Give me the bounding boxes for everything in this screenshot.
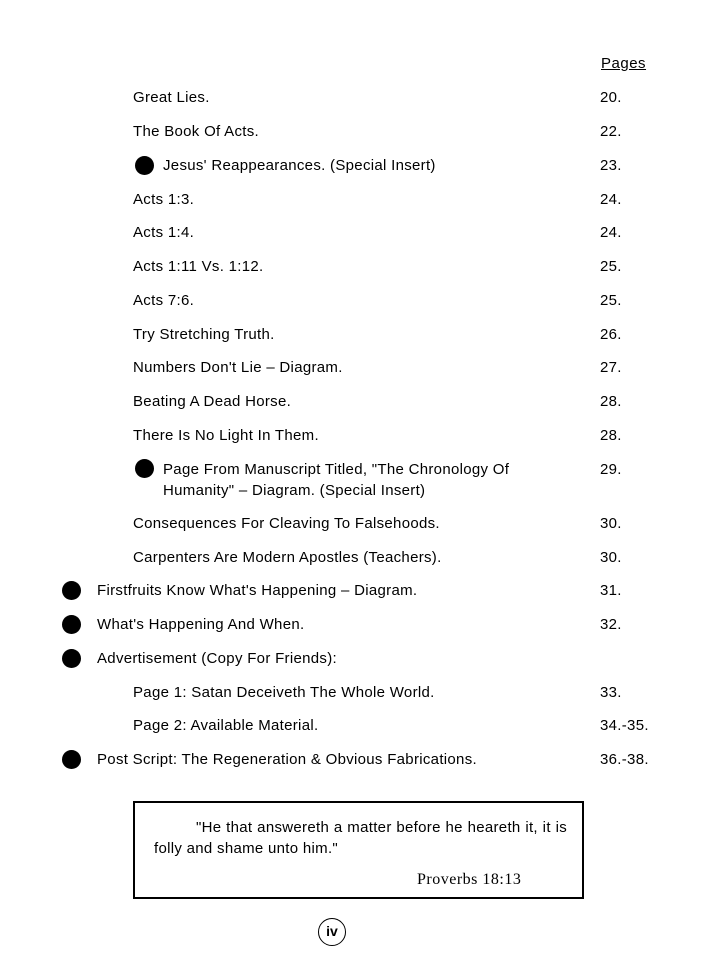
special-insert-bullet-icon [135,156,154,175]
toc-entry-title: The Book Of Acts. [133,123,259,140]
pages-column-header: Pages [601,55,647,72]
toc-entry-title: Firstfruits Know What's Happening – Diagram. [97,582,418,599]
quote-box [133,801,584,899]
toc-entry-page: 28. [600,393,622,410]
toc-entry-title: Page 2: Available Material. [133,717,319,734]
toc-entry-page: 20. [600,89,622,106]
toc-entry-page: 32. [600,616,622,633]
bullet-icon [62,750,81,769]
toc-entry-title: Carpenters Are Modern Apostles (Teachers). [133,549,442,566]
toc-entry-title: Numbers Don't Lie – Diagram. [133,359,343,376]
toc-entry-title: Try Stretching Truth. [133,326,275,343]
toc-entry-page: 34.-35. [600,717,649,734]
toc-entry-page: 25. [600,292,622,309]
toc-entry-page: 23. [600,157,622,174]
toc-entry-title: Consequences For Cleaving To Falsehoods. [133,515,440,532]
toc-entry-page: 22. [600,123,622,140]
toc-entry [0,87,719,108]
toc-entry-title: There Is No Light In Them. [133,427,319,444]
quote-text-content: "He that answereth a matter before he heareth it, it is folly and shame unto him." [154,819,567,857]
quote-source: Proverbs 18:13 [417,871,522,888]
toc-entry-page: 25. [600,258,622,275]
toc-entry-title: Beating A Dead Horse. [133,393,292,410]
toc-entry [0,648,719,669]
page-number: iv [318,918,346,946]
toc-entry [0,614,719,635]
toc-entry-page: 26. [600,326,622,343]
quote-text [154,817,567,859]
toc-entry [0,357,719,378]
toc-entry [0,682,719,703]
toc-entry [0,324,719,345]
toc-entry-page: 30. [600,549,622,566]
toc-entry-page: 30. [600,515,622,532]
toc-entry [0,580,719,601]
toc-entry-page: 24. [600,191,622,208]
toc-entry [0,391,719,412]
toc-entry [0,513,719,534]
toc-entry [0,749,719,770]
toc-entry [0,256,719,277]
toc-entry-title-line-1: Page From Manuscript Titled, "The Chronology Of [163,461,510,478]
toc-entry-title: Acts 1:4. [133,224,195,241]
bullet-icon [62,649,81,668]
toc-entry-title: What's Happening And When. [97,616,305,633]
toc-entry [0,290,719,311]
toc-entry [0,459,719,501]
toc-entry [0,121,719,142]
toc-entry-title: Advertisement (Copy For Friends): [97,650,337,667]
toc-entry-title: Acts 1:3. [133,191,195,208]
toc-entry-page: 31. [600,582,622,599]
toc-entry [0,425,719,446]
toc-entry [0,222,719,243]
toc-entry-title: Page 1: Satan Deceiveth The Whole World. [133,684,435,701]
toc-entry [0,189,719,210]
toc-entry-page: 28. [600,427,622,444]
bullet-icon [62,581,81,600]
bullet-icon [62,615,81,634]
toc-entry [0,715,719,736]
toc-entry [0,155,719,176]
toc-entry-page: 27. [600,359,622,376]
toc-entry-page: 24. [600,224,622,241]
toc-entry-page: 36.-38. [600,751,649,768]
toc-entry-title: Post Script: The Regeneration & Obvious Fabrications. [97,751,477,768]
special-insert-bullet-icon [135,459,154,478]
toc-entry-title: Acts 7:6. [133,292,195,309]
toc-entry-title-line-2: Humanity" – Diagram. (Special Insert) [163,482,426,499]
toc-entry-title: Jesus' Reappearances. (Special Insert) [163,157,436,174]
toc-entry-title: Acts 1:11 Vs. 1:12. [133,258,264,275]
toc-entry-page: 29. [600,461,622,478]
toc-entry-title: Great Lies. [133,89,210,106]
toc-entry [0,547,719,568]
toc-entry-page: 33. [600,684,622,701]
